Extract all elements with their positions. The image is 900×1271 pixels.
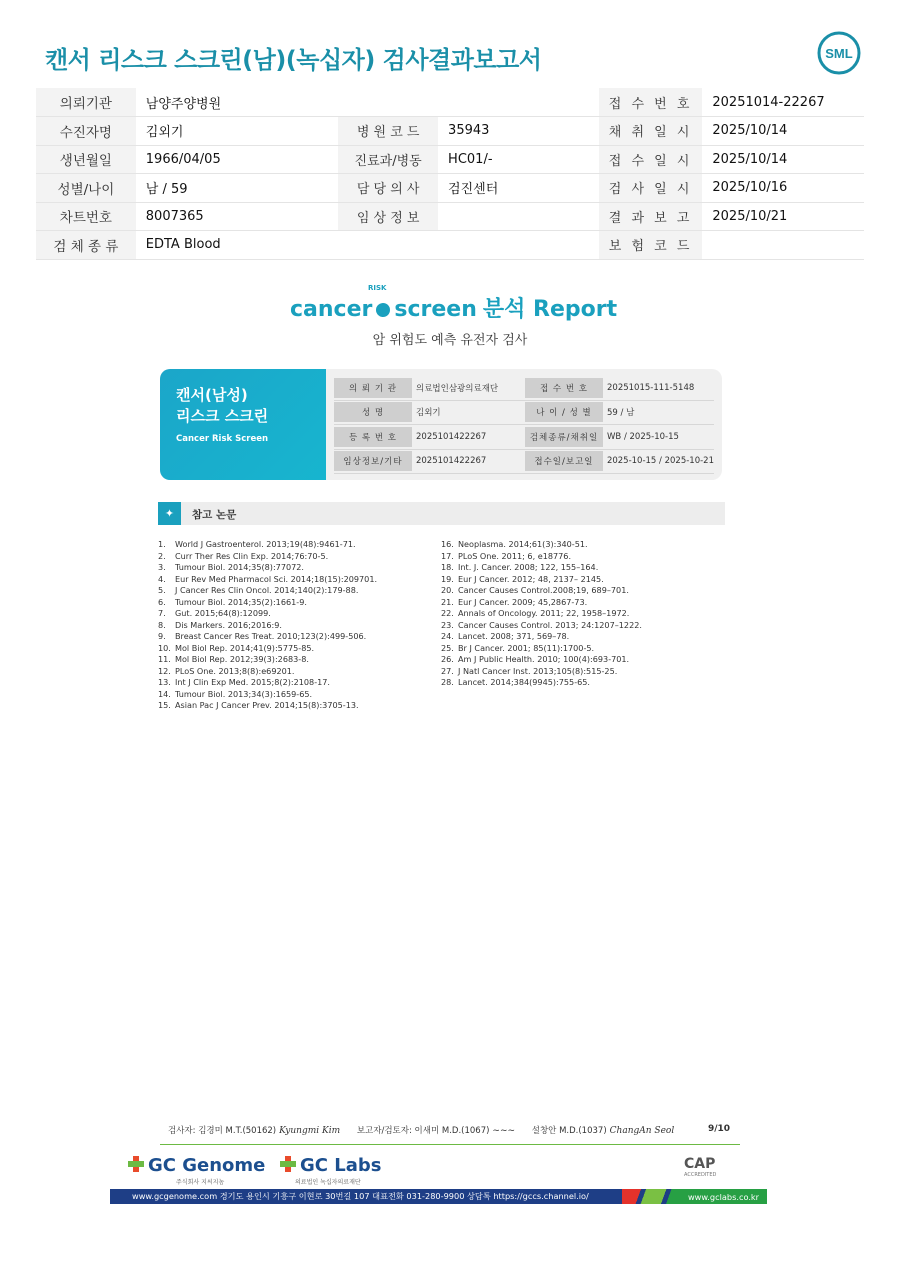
gc-genome-logo: GC Genome bbox=[128, 1155, 265, 1176]
reference-item bbox=[441, 643, 642, 655]
reference-item bbox=[441, 562, 642, 574]
signature-3: ChangAn Seol bbox=[609, 1126, 675, 1136]
reference-number: 1. bbox=[158, 539, 166, 549]
brand-cancer: cancer bbox=[290, 297, 373, 322]
reference-item bbox=[441, 585, 642, 597]
header-label: 수진자명 bbox=[36, 117, 136, 146]
reference-number: 10. bbox=[158, 642, 171, 653]
header-label: 생년월일 bbox=[36, 145, 136, 174]
reference-item bbox=[158, 562, 377, 574]
info-card-banner bbox=[160, 369, 326, 480]
header-value: 8007365 bbox=[136, 202, 338, 231]
reference-text: Neoplasma. 2014;61(3):340-51. bbox=[458, 539, 588, 549]
header-value: EDTA Blood bbox=[136, 231, 338, 260]
reference-item bbox=[441, 620, 642, 632]
reference-text: Breast Cancer Res Treat. 2010;123(2):499-506. bbox=[175, 631, 367, 641]
reference-item bbox=[158, 689, 377, 701]
reference-text: J Cancer Res Clin Oncol. 2014;140(2):179-88. bbox=[175, 585, 359, 595]
brand-report-title: 분석 Report bbox=[482, 297, 618, 322]
gc-labs-sub: 의료법인 녹십자의료재단 bbox=[295, 1179, 361, 1186]
reference-number: 5. bbox=[158, 585, 166, 595]
info-l: 등 록 번 호 bbox=[334, 427, 412, 447]
page-title: 캔서 리스크 스크린(남)(녹십자) 검사결과보고서 bbox=[45, 46, 542, 74]
info-v: 2025101422267 bbox=[416, 431, 487, 442]
header-row bbox=[36, 231, 864, 260]
reference-text: Curr Ther Res Clin Exp. 2014;76:70-5. bbox=[175, 550, 329, 561]
reference-text: Mol Biol Rep. 2014;41(9):5775-85. bbox=[175, 642, 315, 653]
reference-number: 13. bbox=[158, 677, 171, 687]
reference-item bbox=[158, 666, 377, 678]
header-row bbox=[36, 145, 864, 174]
header-value: 검진센터 bbox=[438, 174, 599, 203]
header-empty bbox=[438, 231, 599, 260]
reference-text: Eur Rev Med Pharmacol Sci. 2014;18(15):209701. bbox=[175, 573, 378, 584]
reference-number: 21. bbox=[441, 596, 454, 607]
reference-number: 3. bbox=[158, 562, 166, 572]
info-l: 성 명 bbox=[334, 402, 412, 422]
patient-header-table bbox=[36, 88, 864, 260]
reference-number: 24. bbox=[441, 631, 454, 641]
reference-text: Lancet. 2008; 371, 569–78. bbox=[458, 631, 570, 641]
info-row bbox=[334, 450, 714, 475]
reference-number: 6. bbox=[158, 596, 166, 607]
reference-number: 18. bbox=[441, 562, 454, 572]
card-title-2: 리스크 스크린 bbox=[176, 407, 269, 425]
references-header bbox=[158, 502, 725, 525]
reference-text: Annals of Oncology. 2011; 22, 1958–1972. bbox=[458, 608, 630, 618]
reference-number: 27. bbox=[441, 665, 454, 676]
reference-item bbox=[158, 643, 377, 655]
reference-text: PLoS One. 2011; 6, e18776. bbox=[458, 550, 572, 561]
reference-text: Asian Pac J Cancer Prev. 2014;15(8):3705-13. bbox=[175, 700, 359, 710]
info-v: 의료법인삼광의료재단 bbox=[416, 383, 499, 394]
header-empty bbox=[338, 231, 438, 260]
card-title-1: 캔서(남성) bbox=[176, 386, 248, 404]
signature-1: Kyungmi Kim bbox=[279, 1126, 341, 1136]
header-value bbox=[438, 202, 599, 231]
brand-plus-icon bbox=[376, 303, 390, 317]
info-l: 임상정보/기타 bbox=[334, 451, 412, 471]
reference-text: PLoS One. 2013;8(8):e69201. bbox=[175, 665, 295, 676]
info-v2: WB / 2025-10-15 bbox=[607, 431, 679, 442]
reference-number: 16. bbox=[441, 539, 454, 549]
header-label: 의뢰기관 bbox=[36, 88, 136, 117]
header-label: 채 취 일 시 bbox=[599, 117, 703, 146]
reference-number: 8. bbox=[158, 619, 166, 630]
header-label: 결 과 보 고 bbox=[599, 202, 703, 231]
report-info-card bbox=[160, 369, 722, 480]
gc-genome-sub: 주식회사 지씨지놈 bbox=[176, 1179, 225, 1186]
footer-address: www.gcgenome.com 경기도 용인시 기흥구 이현로 30번길 107 대표전화 031-280-9900 상담톡 https://gccs.channel.io/ bbox=[132, 1191, 589, 1201]
footer-bar bbox=[110, 1189, 767, 1204]
reference-text: Tumour Biol. 2013;34(3):1659-65. bbox=[175, 688, 313, 699]
reference-number: 9. bbox=[158, 631, 166, 641]
footer-url: www.gclabs.co.kr bbox=[680, 1189, 767, 1204]
header-label: 진료과/병동 bbox=[338, 145, 438, 174]
reference-number: 20. bbox=[441, 585, 454, 595]
info-v2: 20251015-111-5148 bbox=[607, 382, 695, 393]
header-value: 20251014-22267 bbox=[702, 88, 864, 117]
reference-text: Lancet. 2014;384(9945):755-65. bbox=[458, 677, 591, 687]
sml-logo-text: SML bbox=[825, 46, 853, 61]
reference-item bbox=[441, 654, 642, 666]
reference-text: Int J Clin Exp Med. 2015;8(2):2108-17. bbox=[175, 677, 330, 687]
reference-number: 22. bbox=[441, 608, 454, 618]
header-value: HC01/- bbox=[438, 145, 599, 174]
references-col-1 bbox=[158, 539, 377, 712]
reference-item bbox=[441, 677, 642, 689]
reference-text: World J Gastroenterol. 2013;19(48):9461-71. bbox=[175, 539, 356, 549]
header-row bbox=[36, 117, 864, 146]
reference-item bbox=[158, 585, 377, 597]
header-value: 2025/10/14 bbox=[702, 117, 864, 146]
info-v2: 2025-10-15 / 2025-10-21 bbox=[606, 456, 715, 467]
sml-logo bbox=[816, 30, 862, 76]
header-value: 2025/10/16 bbox=[702, 174, 864, 203]
reference-number: 17. bbox=[441, 550, 454, 561]
info-row bbox=[334, 401, 714, 426]
reference-number: 4. bbox=[158, 573, 166, 584]
header-label: 보 험 코 드 bbox=[599, 231, 703, 260]
info-l2: 검체종류/채취일 bbox=[525, 427, 603, 447]
header-label: 접 수 일 시 bbox=[599, 145, 703, 174]
reference-item bbox=[158, 551, 377, 563]
header-value bbox=[702, 231, 864, 260]
header-row bbox=[36, 88, 864, 117]
reference-item bbox=[158, 539, 377, 551]
header-value: 1966/04/05 bbox=[136, 145, 338, 174]
info-v: 2025101422267 bbox=[415, 456, 487, 467]
cancer-risk-screen-logo bbox=[290, 284, 618, 323]
reference-text: Am J Public Health. 2010; 100(4):693-701. bbox=[458, 654, 630, 664]
reference-number: 11. bbox=[158, 654, 171, 664]
reference-item bbox=[158, 631, 377, 643]
reference-text: Cancer Causes Control.2008;19, 689–701. bbox=[458, 585, 629, 595]
reference-item bbox=[158, 608, 377, 620]
reference-text: Tumour Biol. 2014;35(8):77072. bbox=[175, 562, 304, 572]
info-v2: 59 / 남 bbox=[607, 408, 635, 419]
reference-number: 26. bbox=[441, 654, 454, 664]
report-subtitle: 암 위험도 예측 유전자 검사 bbox=[372, 333, 528, 348]
reference-item bbox=[441, 597, 642, 609]
header-value: 2025/10/21 bbox=[702, 202, 864, 231]
reference-number: 2. bbox=[158, 550, 166, 561]
reference-item bbox=[441, 574, 642, 586]
reference-text: Int. J. Cancer. 2008; 122, 155–164. bbox=[458, 562, 599, 572]
header-label: 병 원 코 드 bbox=[338, 117, 438, 146]
reference-number: 23. bbox=[441, 619, 454, 630]
reference-text: Mol Biol Rep. 2012;39(3):2683-8. bbox=[175, 654, 309, 664]
reference-text: Eur J Cancer. 2012; 48, 2137– 2145. bbox=[458, 573, 604, 584]
header-value: 35943 bbox=[438, 117, 599, 146]
header-label: 검 체 종 류 bbox=[36, 231, 136, 260]
gc-cross-icon bbox=[280, 1156, 296, 1172]
references-title: 참고 논문 bbox=[192, 509, 237, 521]
references-col-2 bbox=[441, 539, 642, 689]
header-row bbox=[36, 202, 864, 231]
info-row bbox=[334, 425, 714, 450]
header-row bbox=[36, 174, 864, 203]
reference-number: 28. bbox=[441, 677, 454, 687]
info-l2: 접 수 번 호 bbox=[525, 378, 603, 398]
reference-item bbox=[441, 608, 642, 620]
reference-text: Dis Markers. 2016;2016:9. bbox=[175, 619, 282, 630]
reference-item bbox=[158, 574, 377, 586]
reference-text: Cancer Causes Control. 2013; 24:1207–1222. bbox=[458, 619, 642, 630]
card-title-en: Cancer Risk Screen bbox=[176, 434, 269, 444]
reference-number: 25. bbox=[441, 642, 454, 653]
reference-item bbox=[158, 700, 377, 712]
header-value: 2025/10/14 bbox=[702, 145, 864, 174]
reference-item bbox=[158, 654, 377, 666]
footer-divider bbox=[160, 1144, 740, 1145]
reference-text: J Natl Cancer Inst. 2013;105(8):515-25. bbox=[458, 665, 618, 676]
page-number: 9/10 bbox=[708, 1124, 731, 1134]
reference-number: 14. bbox=[158, 688, 171, 699]
header-value: 남 / 59 bbox=[136, 174, 338, 203]
reference-item bbox=[441, 551, 642, 563]
reference-text: Tumour Biol. 2014;35(2):1661-9. bbox=[175, 596, 307, 607]
brand-risk: RISK bbox=[368, 284, 387, 292]
info-row bbox=[334, 376, 714, 401]
header-label: 담 당 의 사 bbox=[338, 174, 438, 203]
reference-text: Gut. 2015;64(8):12099. bbox=[175, 608, 271, 618]
signer-2: 보고자/검토자: 이새미 M.D.(1067) bbox=[356, 1126, 490, 1136]
reference-item bbox=[441, 539, 642, 551]
header-label: 차트번호 bbox=[36, 202, 136, 231]
reference-text: Br J Cancer. 2001; 85(11):1700-5. bbox=[458, 642, 595, 653]
reference-number: 19. bbox=[441, 573, 454, 584]
reference-item bbox=[158, 677, 377, 689]
header-value: 남양주양병원 bbox=[136, 88, 338, 117]
signer-1: 검사자: 김경미 M.T.(50162) bbox=[168, 1126, 277, 1136]
reference-item bbox=[158, 620, 377, 632]
header-value: 김외기 bbox=[136, 117, 338, 146]
info-grid bbox=[334, 376, 714, 474]
reference-text: Eur J Cancer. 2009; 45,2867-73. bbox=[458, 596, 588, 607]
reference-item bbox=[441, 666, 642, 678]
info-l2: 나 이 / 성 별 bbox=[525, 402, 603, 422]
info-v: 김외기 bbox=[416, 408, 441, 419]
header-empty bbox=[438, 88, 599, 117]
signature-2: ~~~ bbox=[492, 1126, 516, 1136]
book-icon: ✦ bbox=[158, 502, 181, 525]
footer-color-strip bbox=[622, 1189, 680, 1204]
header-label: 성별/나이 bbox=[36, 174, 136, 203]
signer-3: 설창안 M.D.(1037) bbox=[531, 1126, 607, 1136]
info-l2: 접수일/보고일 bbox=[525, 451, 603, 471]
reference-number: 15. bbox=[158, 700, 171, 710]
header-label: 검 사 일 시 bbox=[599, 174, 703, 203]
header-label: 임 상 정 보 bbox=[338, 202, 438, 231]
reference-item bbox=[441, 631, 642, 643]
gc-cross-icon bbox=[128, 1156, 144, 1172]
gc-labs-logo: GC Labs bbox=[280, 1155, 381, 1176]
reference-item bbox=[158, 597, 377, 609]
brand-screen: screen bbox=[394, 297, 477, 322]
info-l: 의 뢰 기 관 bbox=[334, 378, 412, 398]
signature-line bbox=[168, 1124, 688, 1136]
cap-accredited-logo: CAP ACCREDITED bbox=[684, 1156, 717, 1178]
header-empty bbox=[338, 88, 438, 117]
reference-number: 12. bbox=[158, 665, 171, 676]
header-label: 접 수 번 호 bbox=[599, 88, 703, 117]
reference-number: 7. bbox=[158, 608, 166, 618]
